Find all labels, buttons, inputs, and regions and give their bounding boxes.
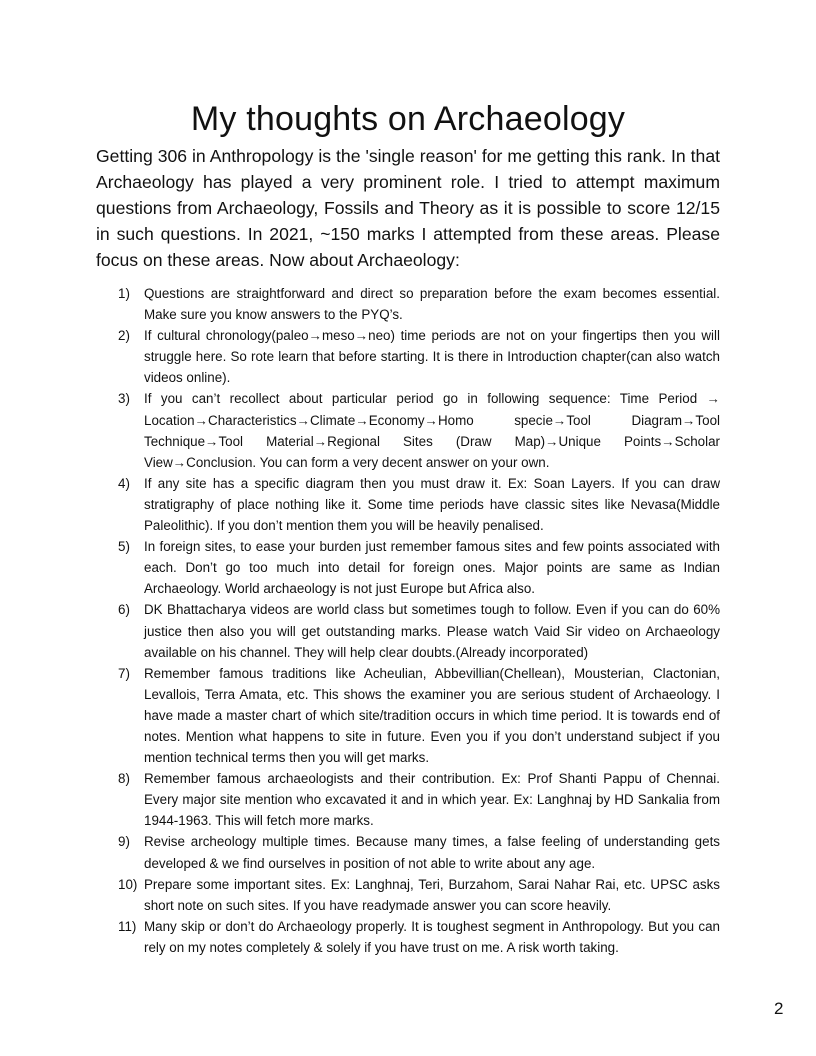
list-item-number: 2 ) [118, 325, 130, 346]
list-item-text: Many skip or don’t do Archaeology properly. It is toughest segment in Anthropology. But you can rely on my notes completely & solely if you have trust on me. A risk worth taking. [144, 918, 720, 955]
list-item [96, 325, 720, 388]
list-item-text: Questions are straightforward and direct so preparation before the exam becomes essential. Make sure you know answers to the PYQ’s. [144, 286, 720, 323]
list-item-number: 11 ) [118, 916, 136, 937]
list-item-text: If cultural chronology(paleo→meso→neo) time periods are not on your fingertips then you will struggle here. So rote learn that before starting. It is there in Introduction chapter(can also watch videos online). [144, 328, 720, 386]
list-item-text: Remember famous archaeologists and their contribution. Ex: Prof Shanti Pappu of Chennai. Every major site mention who excavated it and in which year. Ex: Langhnaj by HD Sankalia from 1944-1963. This will fetch more marks. [144, 771, 720, 829]
page-number: 2 [774, 999, 784, 1018]
list-item-number: 3 ) [118, 388, 130, 409]
list-item-text: Revise archeology multiple times. Because many times, a false feeling of understanding gets developed & we find ourselves in position of not able to write about any age. [144, 834, 720, 871]
list-item-text: DK Bhattacharya videos are world class but sometimes tough to follow. Even if you can do 60% justice then also you will get outstanding marks. Please watch Vaid Sir video on Archaeology available on his channel. They will help clear doubts.(Already incorporated) [144, 602, 720, 660]
list-item-number: 1 ) [118, 283, 130, 304]
list-item-number: 6 ) [118, 599, 130, 620]
list-item-number: 5 ) [118, 536, 130, 557]
list-item [96, 916, 720, 958]
list-item [96, 663, 720, 768]
list-item-text: Prepare some important sites. Ex: Langhnaj, Teri, Burzahom, Sarai Nahar Rai, etc. UPSC asks short note on such sites. If you have readymade answer you can score heavily. [144, 876, 720, 913]
page-title: My thoughts on Archaeology [190, 100, 626, 138]
list-item [96, 874, 720, 916]
intro-paragraph: Getting 306 in Anthropology is the 'single reason' for me getting this rank. In that Archaeology has played a very prominent role. I tried to attempt maximum questions from Archaeology, Fossils and Theory as it is possible to score 12/15 in such questions. In 2021, ~150 marks I attempted from these areas. Please focus on these areas. Now about Archaeology: [96, 146, 720, 270]
list-item-text: If you can’t recollect about particular period go in following sequence: Time Period → Location→Characteristics→Climate→Economy→Homo specie→Tool Diagram→Tool Technique→Tool Material→Regional Sites (Draw Map)→Unique Points→Scholar View→Conclusion. You can form a very decent answer on your own. [144, 391, 720, 470]
list-item-number: 8 ) [118, 768, 130, 789]
tips-list [96, 283, 720, 958]
list-item [96, 768, 720, 831]
list-item [96, 831, 720, 873]
list-item-text: Remember famous traditions like Acheulian, Abbevillian(Chellean), Mousterian, Clactonian, Levallois, Terra Amata, etc. This shows the examiner you are serious student of Archaeology. I have made a master chart of which site/tradition occurs in which time period. It is towards end of notes. Mention what happens to site in future. Even you if you don’t understand subject if you mention technical terms then you will get marks. [144, 665, 720, 766]
list-item [96, 473, 720, 536]
list-item-number: 10 ) [118, 874, 137, 895]
list-item-number: 4 ) [118, 473, 130, 494]
list-item [96, 283, 720, 325]
list-item [96, 388, 720, 472]
list-item [96, 599, 720, 662]
list-item-number: 9 ) [118, 831, 130, 852]
list-item-text: If any site has a specific diagram then you must draw it. Ex: Soan Layers. If you can draw stratigraphy of place nothing like it. Some time periods have classic sites like Nevasa(Middle Paleolithic). If you don’t mention them you will be heavily penalised. [144, 475, 720, 534]
list-item-text: In foreign sites, to ease your burden just remember famous sites and few points associated with each. Don’t go too much into detail for foreign ones. Major points are same as Indian Archaeology. World archaeology is not just Europe but Africa also. [144, 539, 720, 597]
list-item-number: 7 ) [118, 663, 130, 684]
list-item [96, 536, 720, 599]
